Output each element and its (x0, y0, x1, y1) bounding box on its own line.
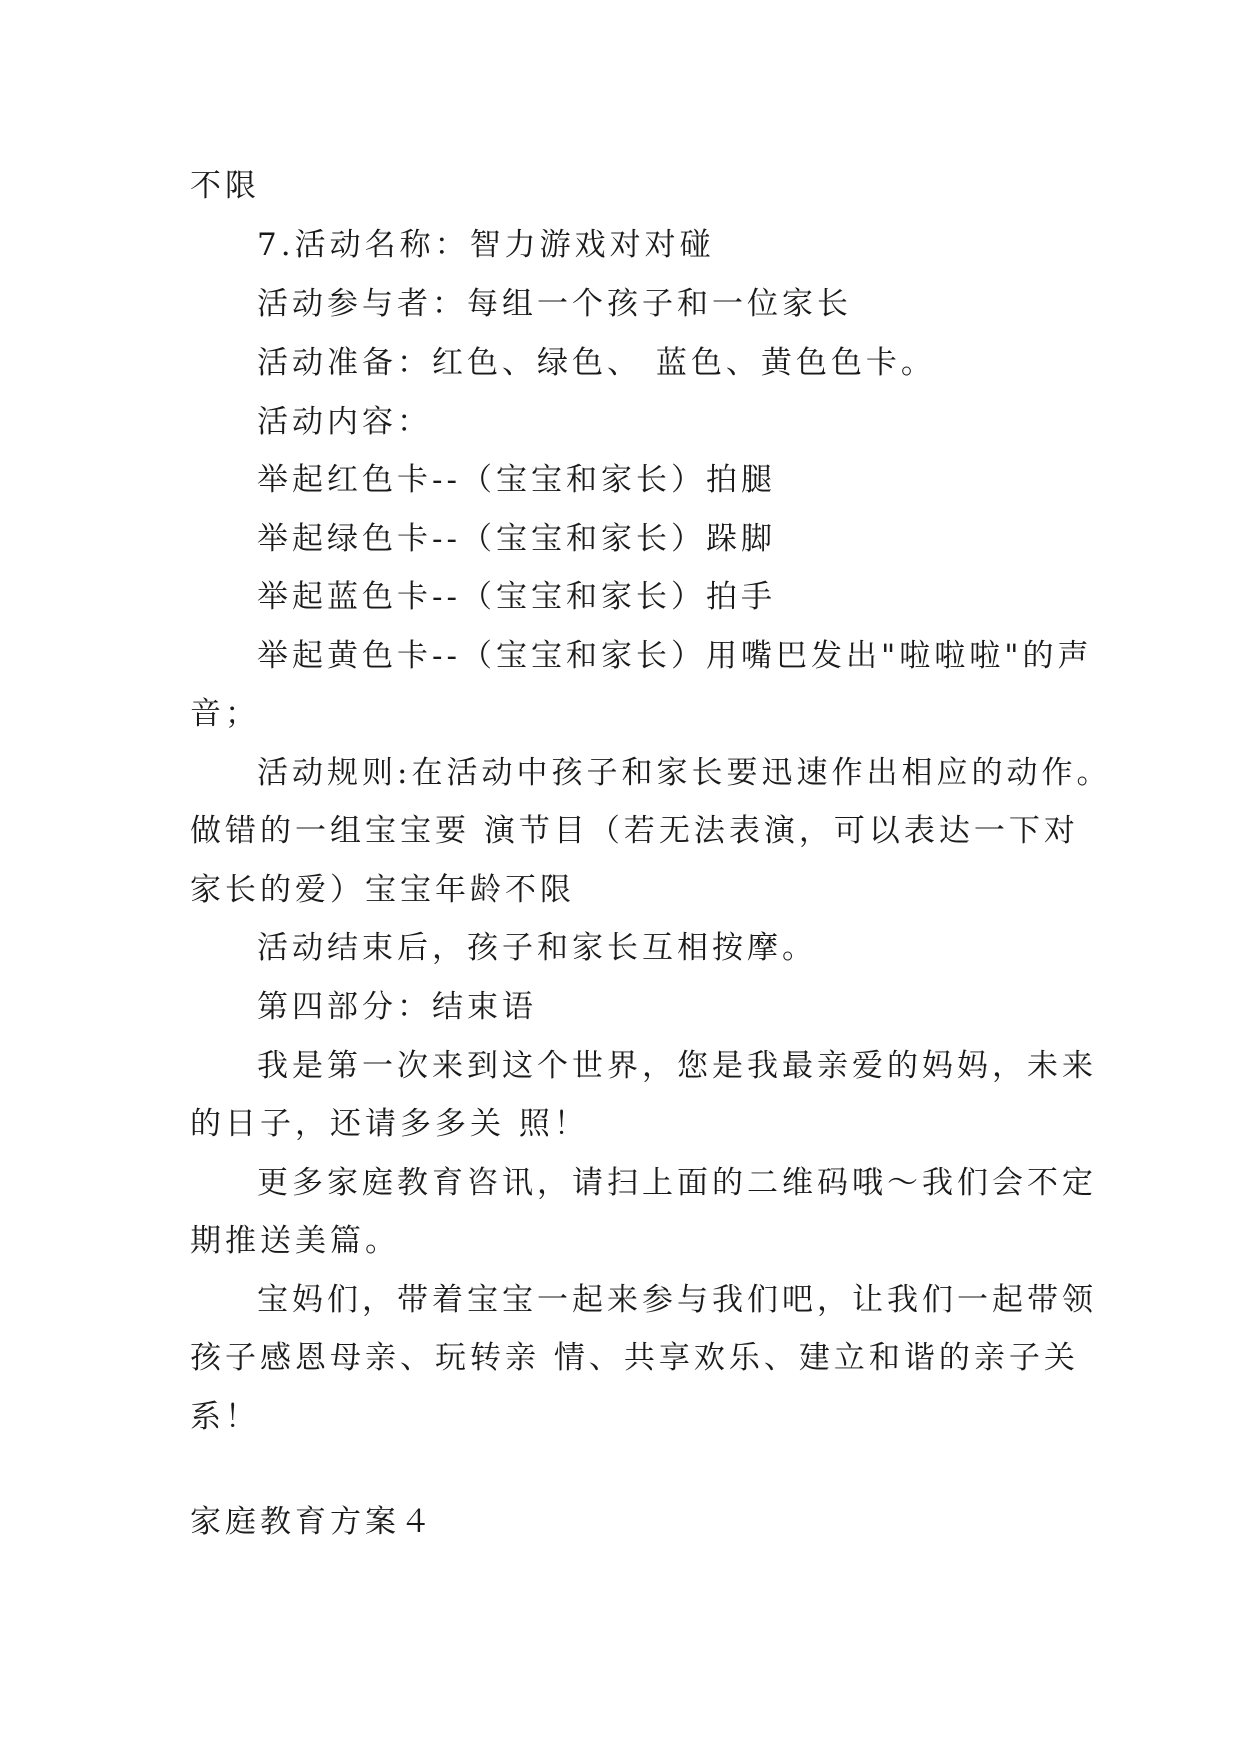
section-heading-line: 第四部分：结束语 (257, 989, 537, 1025)
paragraph-line: 举起蓝色卡--（宝宝和家长）拍手 (257, 579, 776, 615)
paragraph-line: 活动内容： (257, 404, 432, 440)
paragraph-line: 家长的爱）宝宝年龄不限 (190, 872, 575, 908)
paragraph-line: 活动准备：红色、绿色、 蓝色、黄色色卡。 (257, 345, 936, 381)
paragraph-line: 活动规则:在活动中孩子和家长要迅速作出相应的动作。 (257, 755, 1112, 791)
paragraph-line: 做错的一组宝宝要 演节目（若无法表演，可以表达一下对 (190, 813, 1079, 849)
paragraph-line: 不限 (190, 168, 260, 204)
paragraph-line: 的日子，还请多多关 照！ (190, 1106, 589, 1142)
paragraph-line: 音； (190, 696, 260, 732)
paragraph-line: 我是第一次来到这个世界，您是我最亲爱的妈妈，未来 (257, 1048, 1097, 1084)
paragraph-line: 举起红色卡--（宝宝和家长）拍腿 (257, 462, 776, 498)
paragraph-line: 更多家庭教育咨讯，请扫上面的二维码哦～我们会不定 (257, 1165, 1097, 1201)
paragraph-line: 活动参与者：每组一个孩子和一位家长 (257, 286, 852, 322)
paragraph-line: 宝妈们，带着宝宝一起来参与我们吧，让我们一起带领 (257, 1282, 1097, 1318)
paragraph-line: 期推送美篇。 (190, 1223, 400, 1259)
paragraph-line: 举起黄色卡--（宝宝和家长）用嘴巴发出"啦啦啦"的声 (257, 638, 1093, 674)
section-title: 家庭教育方案４ (190, 1504, 435, 1540)
activity-title-line: 7.活动名称：智力游戏对对碰 (257, 227, 715, 263)
paragraph-line: 系！ (190, 1399, 260, 1435)
paragraph-line: 活动结束后，孩子和家长互相按摩。 (257, 930, 817, 966)
paragraph-line: 孩子感恩母亲、玩转亲 情、共享欢乐、建立和谐的亲子关 (190, 1340, 1079, 1376)
paragraph-line: 举起绿色卡--（宝宝和家长）跺脚 (257, 521, 776, 557)
